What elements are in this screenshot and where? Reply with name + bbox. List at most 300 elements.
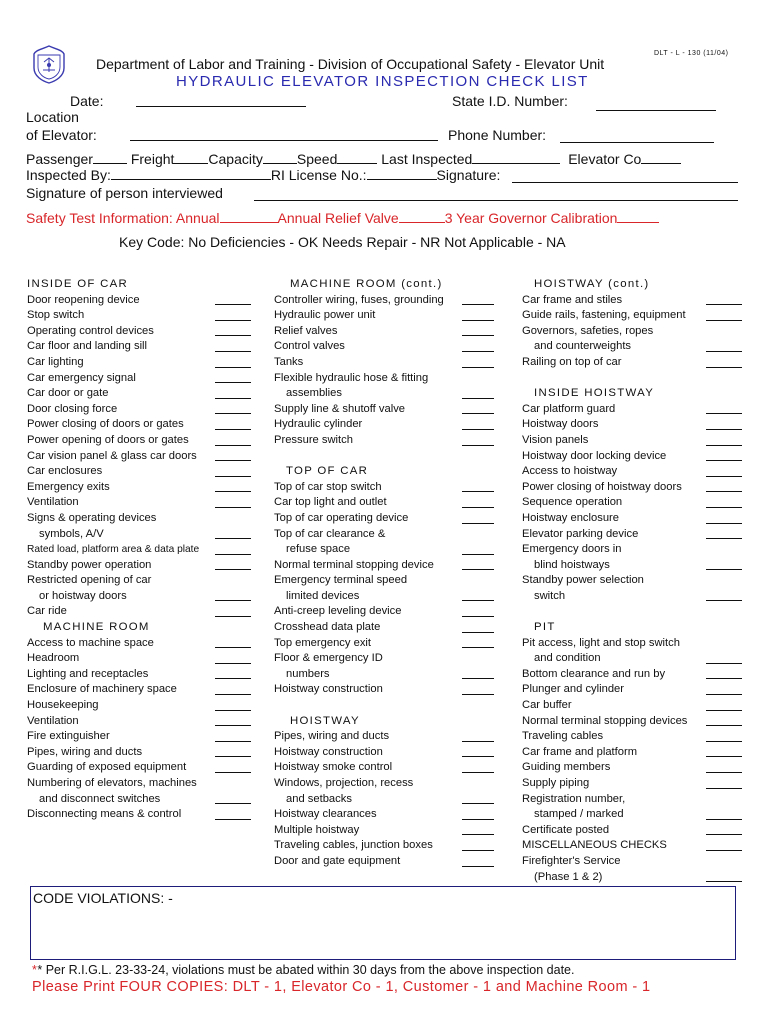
location-field[interactable] (130, 127, 438, 141)
checklist-item-label: Hoistway enclosure (522, 511, 620, 524)
passenger-label: Passenger (26, 151, 93, 167)
checklist-item (274, 417, 494, 433)
checklist-answer-field[interactable] (706, 367, 742, 368)
checklist-answer-field[interactable] (706, 351, 742, 352)
checklist-item (27, 464, 251, 480)
checklist-item-label: Controller wiring, fuses, grounding (274, 293, 444, 306)
checklist-item (27, 527, 251, 543)
checklist-answer-field[interactable] (462, 834, 494, 835)
checklist-item (274, 776, 494, 792)
state-id-label: State I.D. Number: (452, 93, 568, 109)
checklist-item (27, 386, 251, 402)
checklist-answer-field[interactable] (706, 476, 742, 477)
checklist-item-label: limited devices (286, 589, 360, 602)
section-heading-label: HOISTWAY (cont.) (534, 278, 650, 290)
checklist-item-label: Standby power operation (27, 558, 152, 571)
checklist-answer-field[interactable] (215, 803, 251, 804)
checklist-item (274, 433, 494, 449)
last-inspected-label: Last Inspected (381, 151, 473, 167)
section-heading-label: HOISTWAY (290, 714, 360, 727)
checklist-answer-field[interactable] (215, 538, 251, 539)
checklist-answer-field[interactable] (462, 772, 494, 773)
checklist-item-label: and condition (534, 652, 601, 665)
checklist-item (27, 667, 251, 683)
checklist-item (274, 651, 494, 667)
checklist-answer-field[interactable] (215, 476, 251, 477)
checklist-item-label: Hoistway construction (274, 683, 383, 696)
phone-label: Phone Number: (448, 127, 547, 143)
checklist-item (27, 433, 251, 449)
ri-license-label: RI License No.: (270, 167, 367, 183)
checklist-item (274, 324, 494, 340)
checklist-answer-field[interactable] (215, 554, 251, 555)
checklist-answer-field[interactable] (462, 413, 494, 414)
checklist-item-label: Fire extinguisher (27, 730, 110, 743)
capacity-field[interactable] (263, 151, 297, 164)
checklist-answer-field[interactable] (462, 741, 494, 742)
checklist-item (27, 604, 251, 620)
checklist-item-label: Car door or gate (27, 387, 109, 400)
checklist-item (522, 838, 742, 854)
state-seal-icon (32, 44, 66, 84)
checklist-answer-field[interactable] (462, 398, 494, 399)
checklist-item-label: Firefighter's Service (522, 854, 621, 867)
checklist-item-label: Top of car clearance & (274, 527, 386, 540)
checklist-item-label: Numbering of elevators, machines (27, 777, 197, 789)
checklist-answer-field[interactable] (215, 429, 251, 430)
checklist-item-label: Emergency exits (27, 480, 110, 493)
form-title: HYDRAULIC ELEVATOR INSPECTION CHECK LIST (176, 73, 589, 90)
section-heading (274, 714, 494, 730)
speed-field[interactable] (337, 151, 377, 164)
safety-annual-field[interactable] (220, 210, 278, 223)
checklist-item (27, 714, 251, 730)
checklist-item (274, 636, 494, 652)
section-heading-label: INSIDE OF CAR (27, 278, 129, 290)
checklist-item (274, 729, 494, 745)
checklist-item (522, 402, 742, 418)
checklist-answer-field[interactable] (462, 304, 494, 305)
checklist-item (522, 698, 742, 714)
ri-license-field[interactable] (367, 167, 437, 180)
checklist-item-label: Car frame and platform (522, 745, 638, 758)
checklist-answer-field[interactable] (215, 335, 251, 336)
checklist-item (274, 604, 494, 620)
checklist-item-label: Hoistway smoke control (274, 761, 393, 774)
checklist-item (522, 589, 742, 605)
form-number: DLT - L - 130 (11/04) (654, 50, 729, 57)
checklist-item-label: numbers (286, 667, 330, 680)
checklist-answer-field[interactable] (706, 756, 742, 757)
checklist-answer-field[interactable] (215, 367, 251, 368)
checklist-answer-field[interactable] (706, 538, 742, 539)
checklist-item (274, 511, 494, 527)
freight-field[interactable] (174, 151, 208, 164)
passenger-field[interactable] (93, 151, 127, 164)
checklist-answer-field[interactable] (706, 600, 742, 601)
checklist-answer-field[interactable] (706, 320, 742, 321)
checklist-item-label: Traveling cables (522, 730, 604, 743)
checklist-item-label: Disconnecting means & control (27, 808, 182, 821)
checklist-item-label: Lighting and receptacles (27, 667, 149, 680)
checklist-item (522, 542, 742, 558)
elevator-co-field[interactable] (641, 151, 681, 164)
checklist-answer-field[interactable] (462, 554, 494, 555)
checklist-answer-field[interactable] (706, 694, 742, 695)
checklist-answer-field[interactable] (706, 850, 742, 851)
checklist-item-label: Hoistway doors (522, 418, 599, 431)
checklist-item (274, 308, 494, 324)
checklist-item-label: Windows, projection, recess (274, 777, 414, 789)
checklist-item-label: Hoistway clearances (274, 808, 377, 821)
checklist-item (522, 714, 742, 730)
checklist-item (27, 417, 251, 433)
checklist-item (274, 480, 494, 496)
checklist-item-label: and setbacks (286, 792, 352, 805)
date-label: Date: (70, 93, 104, 109)
checklist-item (274, 558, 494, 574)
checklist-answer-field[interactable] (706, 710, 742, 711)
checklist-answer-field[interactable] (215, 741, 251, 742)
checklist-item (27, 355, 251, 371)
spacer (522, 604, 742, 620)
checklist-item (274, 667, 494, 683)
checklist-item (27, 324, 251, 340)
checklist-item (274, 823, 494, 839)
checklist-answer-field[interactable] (706, 819, 742, 820)
checklist-answer-field[interactable] (462, 647, 494, 648)
checklist-item-label: Car platform guard (522, 402, 616, 415)
checklist-item (522, 339, 742, 355)
checklist-item (27, 729, 251, 745)
checklist-item-label: Headroom (27, 652, 80, 665)
checklist-answer-field[interactable] (462, 803, 494, 804)
checklist-item-label: Railing on top of car (522, 355, 622, 368)
checklist-item-label: Plunger and cylinder (522, 683, 624, 696)
checklist-item-label: Top of car operating device (274, 511, 409, 524)
checklist-item (274, 745, 494, 761)
checklist-item (27, 542, 251, 558)
checklist-answer-field[interactable] (462, 569, 494, 570)
checklist-item-label: Car frame and stiles (522, 293, 623, 306)
checklist-answer-field[interactable] (215, 445, 251, 446)
checklist-answer-field[interactable] (215, 772, 251, 773)
safety-relief-field[interactable] (399, 210, 445, 223)
checklist-answer-field[interactable] (462, 616, 494, 617)
checklist-item-label: Guide rails, fastening, equipment (522, 309, 686, 322)
checklist-answer-field[interactable] (215, 616, 251, 617)
checklist-answer-field[interactable] (706, 788, 742, 789)
checklist-item-label: Housekeeping (27, 699, 99, 712)
checklist-answer-field[interactable] (462, 866, 494, 867)
checklist-item-label: Standby power selection (522, 574, 644, 587)
checklist-answer-field[interactable] (706, 772, 742, 773)
inspected-by-field[interactable] (111, 167, 271, 180)
checklist-item-label: Hydraulic cylinder (274, 418, 363, 431)
inspector-row (26, 167, 500, 183)
checklist-item (27, 760, 251, 776)
code-violations-box[interactable] (30, 886, 736, 960)
checklist-answer-field[interactable] (706, 429, 742, 430)
checklist-item (27, 792, 251, 808)
section-heading (274, 277, 494, 293)
checklist-item-label: symbols, A/V (39, 527, 104, 540)
date-field[interactable] (136, 93, 306, 107)
checklist-item-label: Governors, safeties, ropes (522, 324, 654, 337)
checklist-item (522, 792, 742, 808)
checklist-answer-field[interactable] (706, 507, 742, 508)
checklist-answer-field[interactable] (462, 429, 494, 430)
checklist-item (274, 402, 494, 418)
checklist-item (522, 449, 742, 465)
checklist-item (522, 682, 742, 698)
checklist-item (274, 573, 494, 589)
checklist-answer-field[interactable] (706, 569, 742, 570)
checklist-item-label: Car vision panel & glass car doors (27, 449, 197, 462)
checklist-answer-field[interactable] (706, 491, 742, 492)
checklist-item (522, 480, 742, 496)
checklist-column-1 (27, 277, 251, 823)
signature-field[interactable] (512, 169, 738, 183)
checklist-item (522, 667, 742, 683)
checklist-item-label: Top of car stop switch (274, 480, 382, 493)
checklist-item-label: Restricted opening of car (27, 574, 152, 587)
checklist-item (522, 433, 742, 449)
checklist-item-label: Car emergency signal (27, 371, 136, 384)
checklist-answer-field[interactable] (706, 678, 742, 679)
checklist-item-label: Flexible hydraulic hose & fitting (274, 371, 429, 384)
checklist-answer-field[interactable] (215, 413, 251, 414)
checklist-answer-field[interactable] (462, 756, 494, 757)
checklist-item (27, 339, 251, 355)
checklist-item-label: Supply line & shutoff valve (274, 402, 406, 415)
checklist-answer-field[interactable] (706, 741, 742, 742)
checklist-item-label: Hydraulic power unit (274, 309, 376, 322)
checklist-item (522, 511, 742, 527)
elevator-co-label: Elevator Co (568, 151, 642, 167)
checklist-item-label: Vision panels (522, 433, 589, 446)
checklist-item-label: Pipes, wiring and ducts (274, 730, 390, 743)
checklist-item (27, 449, 251, 465)
checklist-item-label: Tanks (274, 355, 304, 368)
checklist-item-label: Hoistway door locking device (522, 449, 667, 462)
checklist-item-label: Control valves (274, 340, 345, 353)
checklist-answer-field[interactable] (462, 850, 494, 851)
checklist-item-label: and disconnect switches (39, 792, 161, 805)
checklist-answer-field[interactable] (215, 725, 251, 726)
checklist-item-label: Emergency doors in (522, 543, 622, 556)
checklist-item (27, 293, 251, 309)
checklist-item-label: Operating control devices (27, 324, 154, 337)
checklist-item-label: Ventilation (27, 496, 79, 509)
checklist-item (522, 636, 742, 652)
checklist-item (27, 636, 251, 652)
checklist-answer-field[interactable] (215, 491, 251, 492)
checklist-answer-field[interactable] (462, 819, 494, 820)
safety-relief-label: Annual Relief Valve (277, 210, 399, 226)
checklist-answer-field[interactable] (706, 663, 742, 664)
phone-field[interactable] (560, 129, 714, 143)
checklist-answer-field[interactable] (706, 304, 742, 305)
spacer (274, 449, 494, 465)
checklist-item-label: Multiple hoistway (274, 823, 360, 836)
checklist-item (274, 339, 494, 355)
checklist-item (27, 698, 251, 714)
checklist-answer-field[interactable] (215, 460, 251, 461)
checklist-answer-field[interactable] (462, 694, 494, 695)
checklist-answer-field[interactable] (706, 834, 742, 835)
checklist-answer-field[interactable] (706, 725, 742, 726)
checklist-column-2 (274, 277, 494, 870)
checklist-item-label: Crosshead data plate (274, 621, 381, 634)
checklist-item (522, 745, 742, 761)
checklist-item-label: Power closing of hoistway doors (522, 480, 682, 493)
checklist-answer-field[interactable] (462, 445, 494, 446)
checklist-answer-field[interactable] (215, 678, 251, 679)
checklist-answer-field[interactable] (462, 632, 494, 633)
checklist-item (274, 854, 494, 870)
type-row (26, 151, 681, 167)
checklist-item-label: Access to hoistway (522, 465, 618, 478)
checklist-item (522, 527, 742, 543)
checklist-answer-field[interactable] (706, 413, 742, 414)
checklist-item (522, 870, 742, 886)
checklist-item (522, 558, 742, 574)
checklist-item (274, 807, 494, 823)
checklist-item-label: Anti-creep leveling device (274, 605, 402, 618)
section-heading (522, 620, 742, 636)
checklist-item (522, 355, 742, 371)
code-violations-label: CODE VIOLATIONS: - (33, 890, 173, 906)
checklist-item-label: Pipes, wiring and ducts (27, 745, 143, 758)
checklist-item-label: Certificate posted (522, 823, 610, 836)
checklist-item (27, 651, 251, 667)
checklist-item (522, 776, 742, 792)
section-heading-label: INSIDE HOISTWAY (534, 387, 655, 400)
checklist-answer-field[interactable] (706, 881, 742, 882)
checklist-item (522, 760, 742, 776)
checklist-item-label: Stop switch (27, 309, 85, 322)
safety-governor-field[interactable] (617, 210, 659, 223)
checklist-item-label: Signs & operating devices (27, 511, 157, 524)
state-id-field[interactable] (596, 97, 716, 111)
checklist-item (274, 542, 494, 558)
checklist-answer-field[interactable] (215, 710, 251, 711)
checklist-item-label: Hoistway construction (274, 745, 383, 758)
checklist-item-label: Car lighting (27, 355, 84, 368)
checklist-item (27, 807, 251, 823)
checklist-item-label: Access to machine space (27, 636, 154, 649)
checklist-item (274, 355, 494, 371)
section-heading (522, 277, 742, 293)
checklist-item (522, 293, 742, 309)
checklist-answer-field[interactable] (462, 507, 494, 508)
checklist-answer-field[interactable] (215, 569, 251, 570)
safety-test-row (26, 210, 659, 226)
checklist-item (27, 495, 251, 511)
checklist-item-label: stamped / marked (534, 808, 624, 821)
checklist-item-label: Ventilation (27, 714, 79, 727)
checklist-item-label: Door closing force (27, 402, 118, 415)
checklist-answer-field[interactable] (215, 398, 251, 399)
checklist-answer-field[interactable] (215, 507, 251, 508)
checklist-item (274, 371, 494, 387)
checklist-answer-field[interactable] (215, 756, 251, 757)
checklist-item-label: MISCELLANEOUS CHECKS (522, 839, 667, 852)
checklist-answer-field[interactable] (462, 320, 494, 321)
section-heading (27, 620, 251, 636)
checklist-item (274, 495, 494, 511)
checklist-item (522, 308, 742, 324)
checklist-answer-field[interactable] (462, 351, 494, 352)
checklist-item (274, 386, 494, 402)
checklist-item (27, 511, 251, 527)
checklist-answer-field[interactable] (215, 351, 251, 352)
checklist-answer-field[interactable] (215, 382, 251, 383)
checklist-item (522, 417, 742, 433)
checklist-item-label: Top emergency exit (274, 636, 372, 649)
checklist-answer-field[interactable] (462, 523, 494, 524)
checklist-item-label: or hoistway doors (39, 589, 127, 602)
checklist-answer-field[interactable] (215, 304, 251, 305)
of-elevator-label: of Elevator: (26, 127, 97, 143)
checklist-answer-field[interactable] (462, 335, 494, 336)
last-inspected-field[interactable] (472, 151, 560, 164)
checklist-answer-field[interactable] (215, 694, 251, 695)
checklist-answer-field[interactable] (462, 491, 494, 492)
department-heading: Department of Labor and Training - Division of Occupational Safety - Elevator Unit (96, 56, 605, 72)
spacer (274, 698, 494, 714)
safety-governor-label: 3 Year Governor Calibration (444, 210, 618, 226)
abatement-text: * Per R.I.G.L. 23-33-24, violations must be abated within 30 days from the above inspection date. (37, 963, 575, 977)
section-heading-label: PIT (534, 621, 556, 634)
checklist-item-label: Guiding members (522, 761, 611, 774)
checklist-item-label: Pressure switch (274, 433, 353, 446)
checklist-item-label: Car enclosures (27, 465, 103, 478)
checklist-answer-field[interactable] (462, 367, 494, 368)
checklist-item-label: Traveling cables, junction boxes (274, 839, 433, 852)
checklist-item (27, 558, 251, 574)
checklist-answer-field[interactable] (215, 819, 251, 820)
checklist-item (522, 823, 742, 839)
inspected-by-label: Inspected By: (26, 167, 111, 183)
checklist-answer-field[interactable] (215, 647, 251, 648)
checklist-item (522, 807, 742, 823)
checklist-answer-field[interactable] (706, 460, 742, 461)
checklist-answer-field[interactable] (215, 320, 251, 321)
section-heading-label: MACHINE ROOM (cont.) (290, 278, 443, 290)
checklist-item-label: Relief valves (274, 324, 338, 337)
checklist-item-label: Door and gate equipment (274, 854, 401, 867)
checklist-item (522, 854, 742, 870)
safety-annual-label: Safety Test Information: Annual (26, 210, 220, 226)
checklist-answer-field[interactable] (215, 663, 251, 664)
checklist-answer-field[interactable] (462, 600, 494, 601)
section-heading (522, 386, 742, 402)
checklist-item (27, 402, 251, 418)
checklist-item (274, 838, 494, 854)
checklist-answer-field[interactable] (215, 600, 251, 601)
checklist-answer-field[interactable] (462, 678, 494, 679)
signature-interviewed-field[interactable] (254, 200, 738, 201)
checklist-answer-field[interactable] (706, 445, 742, 446)
checklist-item-label: Guarding of exposed equipment (27, 761, 187, 774)
checklist-item-label: Pit access, light and stop switch (522, 636, 680, 649)
checklist-item-label: blind hoistways (534, 558, 610, 571)
checklist-item-label: Bottom clearance and run by (522, 667, 666, 680)
checklist-item-label: Supply piping (522, 777, 590, 789)
checklist-answer-field[interactable] (706, 523, 742, 524)
